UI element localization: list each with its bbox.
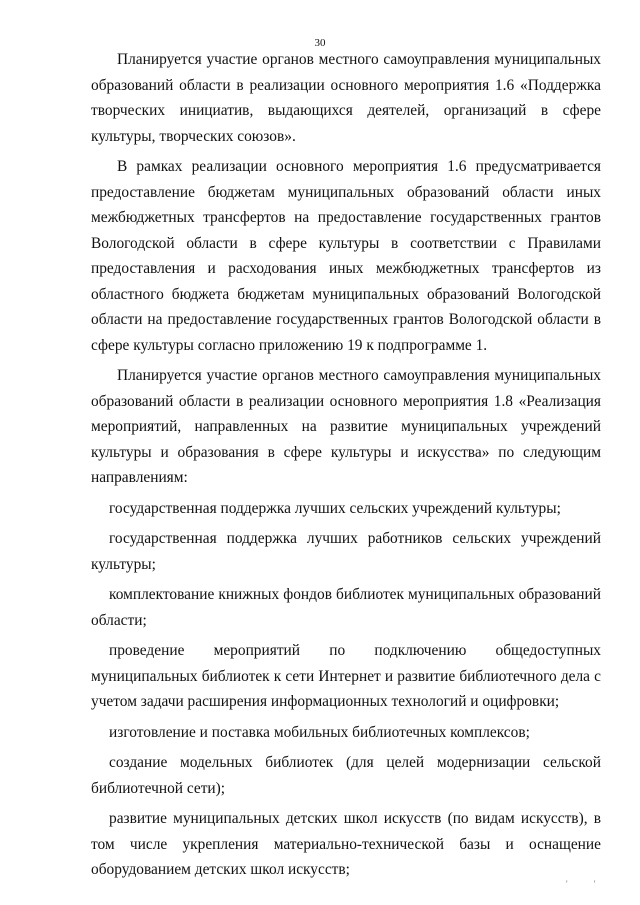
scan-mark: ' ' <box>566 879 608 889</box>
document-body <box>91 47 601 883</box>
directions-list <box>91 496 601 883</box>
list-item: изготовление и поставка мобильных библиотечных комплексов; <box>109 723 530 741</box>
list-item: создание модельных библиотек (для целей модернизации сельской библиотечной сети); <box>91 754 601 797</box>
list-item: развитие муниципальных детских школ искусств (по видам искусств), в том числе укрепления материально-технической базы и оснащение оборудованием детских школ искусств; <box>91 810 601 878</box>
list-item: комплектование книжных фондов библиотек муниципальных образований области; <box>91 586 601 629</box>
paragraph-participation-1-6: Планируется участие органов местного самоуправления муниципальных образований области в реализации основного мероприятия 1.6 «Поддержка творческих инициатив, выдающихся деятелей, организаций в сфере культуры, творческих союзов». <box>91 51 601 145</box>
list-item: государственная поддержка лучших работников сельских учреждений культуры; <box>91 530 601 573</box>
paragraph-participation-1-8: Планируется участие органов местного самоуправления муниципальных образований области в реализации основного мероприятия 1.8 «Реализация мероприятий, направленных на развитие муниципальных учреждений культуры и образования в сфере культуры и искусства» по следующим направлениям: <box>91 367 601 486</box>
list-item: государственная поддержка лучших сельских учреждений культуры; <box>109 499 561 517</box>
list-item: проведение мероприятий по подключению общедоступных муниципальных библиотек к сети Интернет и развитие библиотечного дела с учетом задачи расширения информационных технологий и оцифровки; <box>91 642 601 710</box>
page-number: 30 <box>314 37 326 49</box>
paragraph-grants-1-6: В рамках реализации основного мероприятия 1.6 предусматривается предоставление бюджетам муниципальных образований области иных межбюджетных трансфертов на предоставление государственных грантов Вологодской области в сфере культуры в соответствии с Правилами предоставления и расходования иных межбюджетных трансфертов из областного бюджета бюджетам муниципальных образований Вологодской области на предоставление государственных грантов Вологодской области в сфере культуры согласно приложению 19 к подпрограмме 1. <box>91 158 601 354</box>
